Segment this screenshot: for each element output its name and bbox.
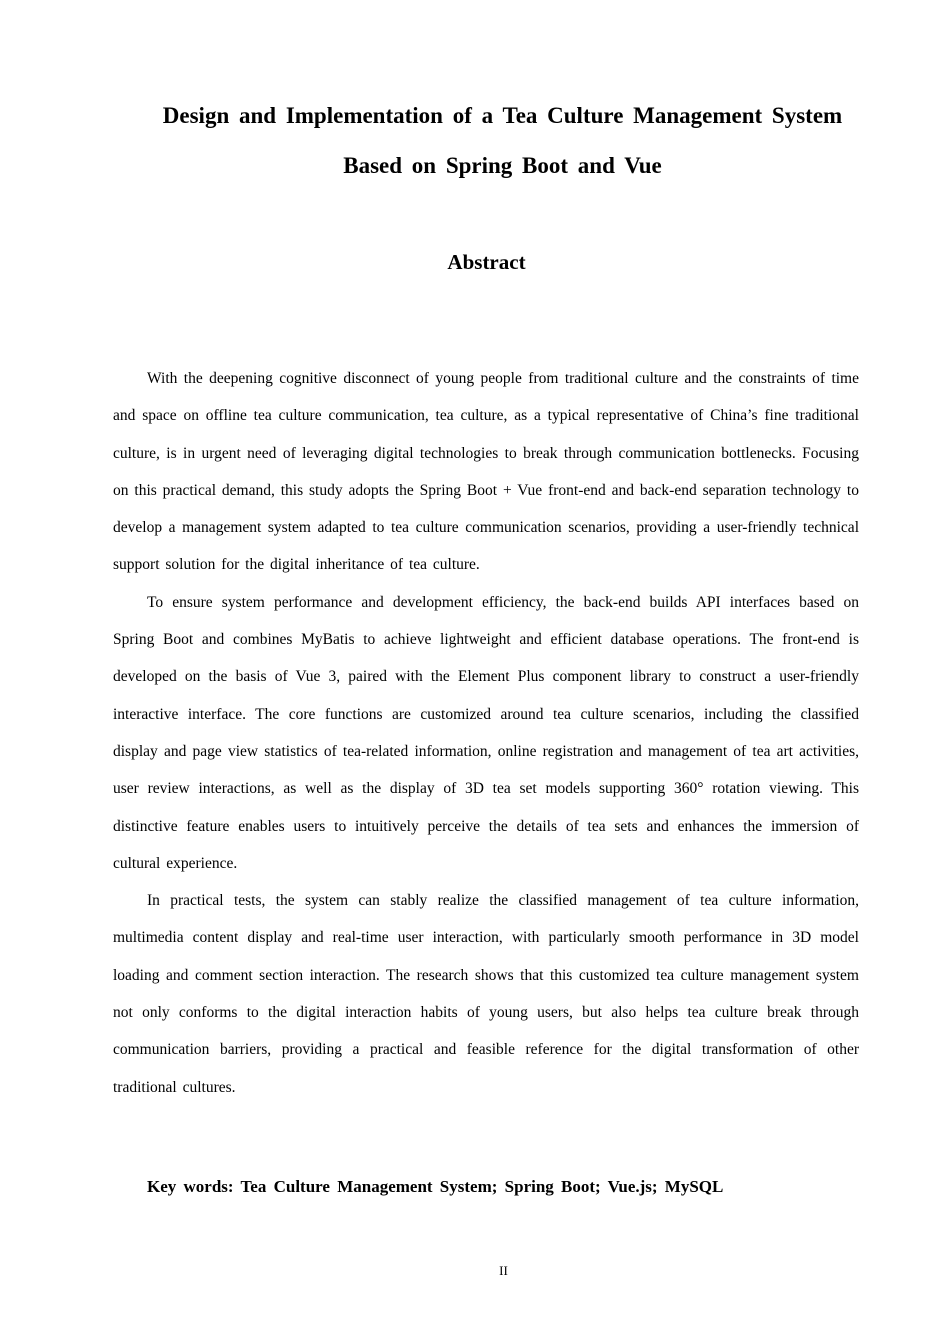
- abstract-body: [113, 360, 859, 1106]
- abstract-paragraph: With the deepening cognitive disconnect of young people from traditional culture and the constraints of time and space on offline tea culture communication, tea culture, as a typical representative of China’s fine traditional culture, is in urgent need of leveraging digital technologies to break through communication bottlenecks. Focusing on this practical demand, this study adopts the Spring Boot + Vue front-end and back-end separation technology to develop a management system adapted to tea culture communication scenarios, providing a user-friendly technical support solution for the digital inheritance of tea culture.: [113, 370, 859, 574]
- abstract-paragraph: In practical tests, the system can stably realize the classified management of tea culture information, multimedia content display and real-time user interaction, with particularly smooth performance in 3D model loading and comment section interaction. The research shows that this customized tea culture management system not only conforms to the digital interaction habits of young users, but also helps tea culture break through communication barriers, providing a practical and feasible reference for the digital transformation of other traditional cultures.: [113, 892, 859, 1096]
- keywords-line: Key words: Tea Culture Management System; Spring Boot; Vue.js; MySQL: [147, 1177, 724, 1196]
- abstract-heading: Abstract: [447, 250, 526, 274]
- paper-title: Design and Implementation of a Tea Culture Management System Based on Spring Boot and Vue: [162, 103, 843, 178]
- abstract-paragraph: To ensure system performance and development efficiency, the back-end builds API interfaces based on Spring Boot and combines MyBatis to achieve lightweight and efficient database operations. The front-end is developed on the basis of Vue 3, paired with the Element Plus component library to construct a user-friendly interactive interface. The core functions are customized around tea culture scenarios, including the classified display and page view statistics of tea-related information, online registration and management of tea art activities, user review interactions, as well as the display of 3D tea set models supporting 360° rotation viewing. This distinctive feature enables users to intuitively perceive the details of tea sets and enhances the immersion of cultural experience.: [113, 593, 859, 872]
- page-number: II: [499, 1263, 508, 1278]
